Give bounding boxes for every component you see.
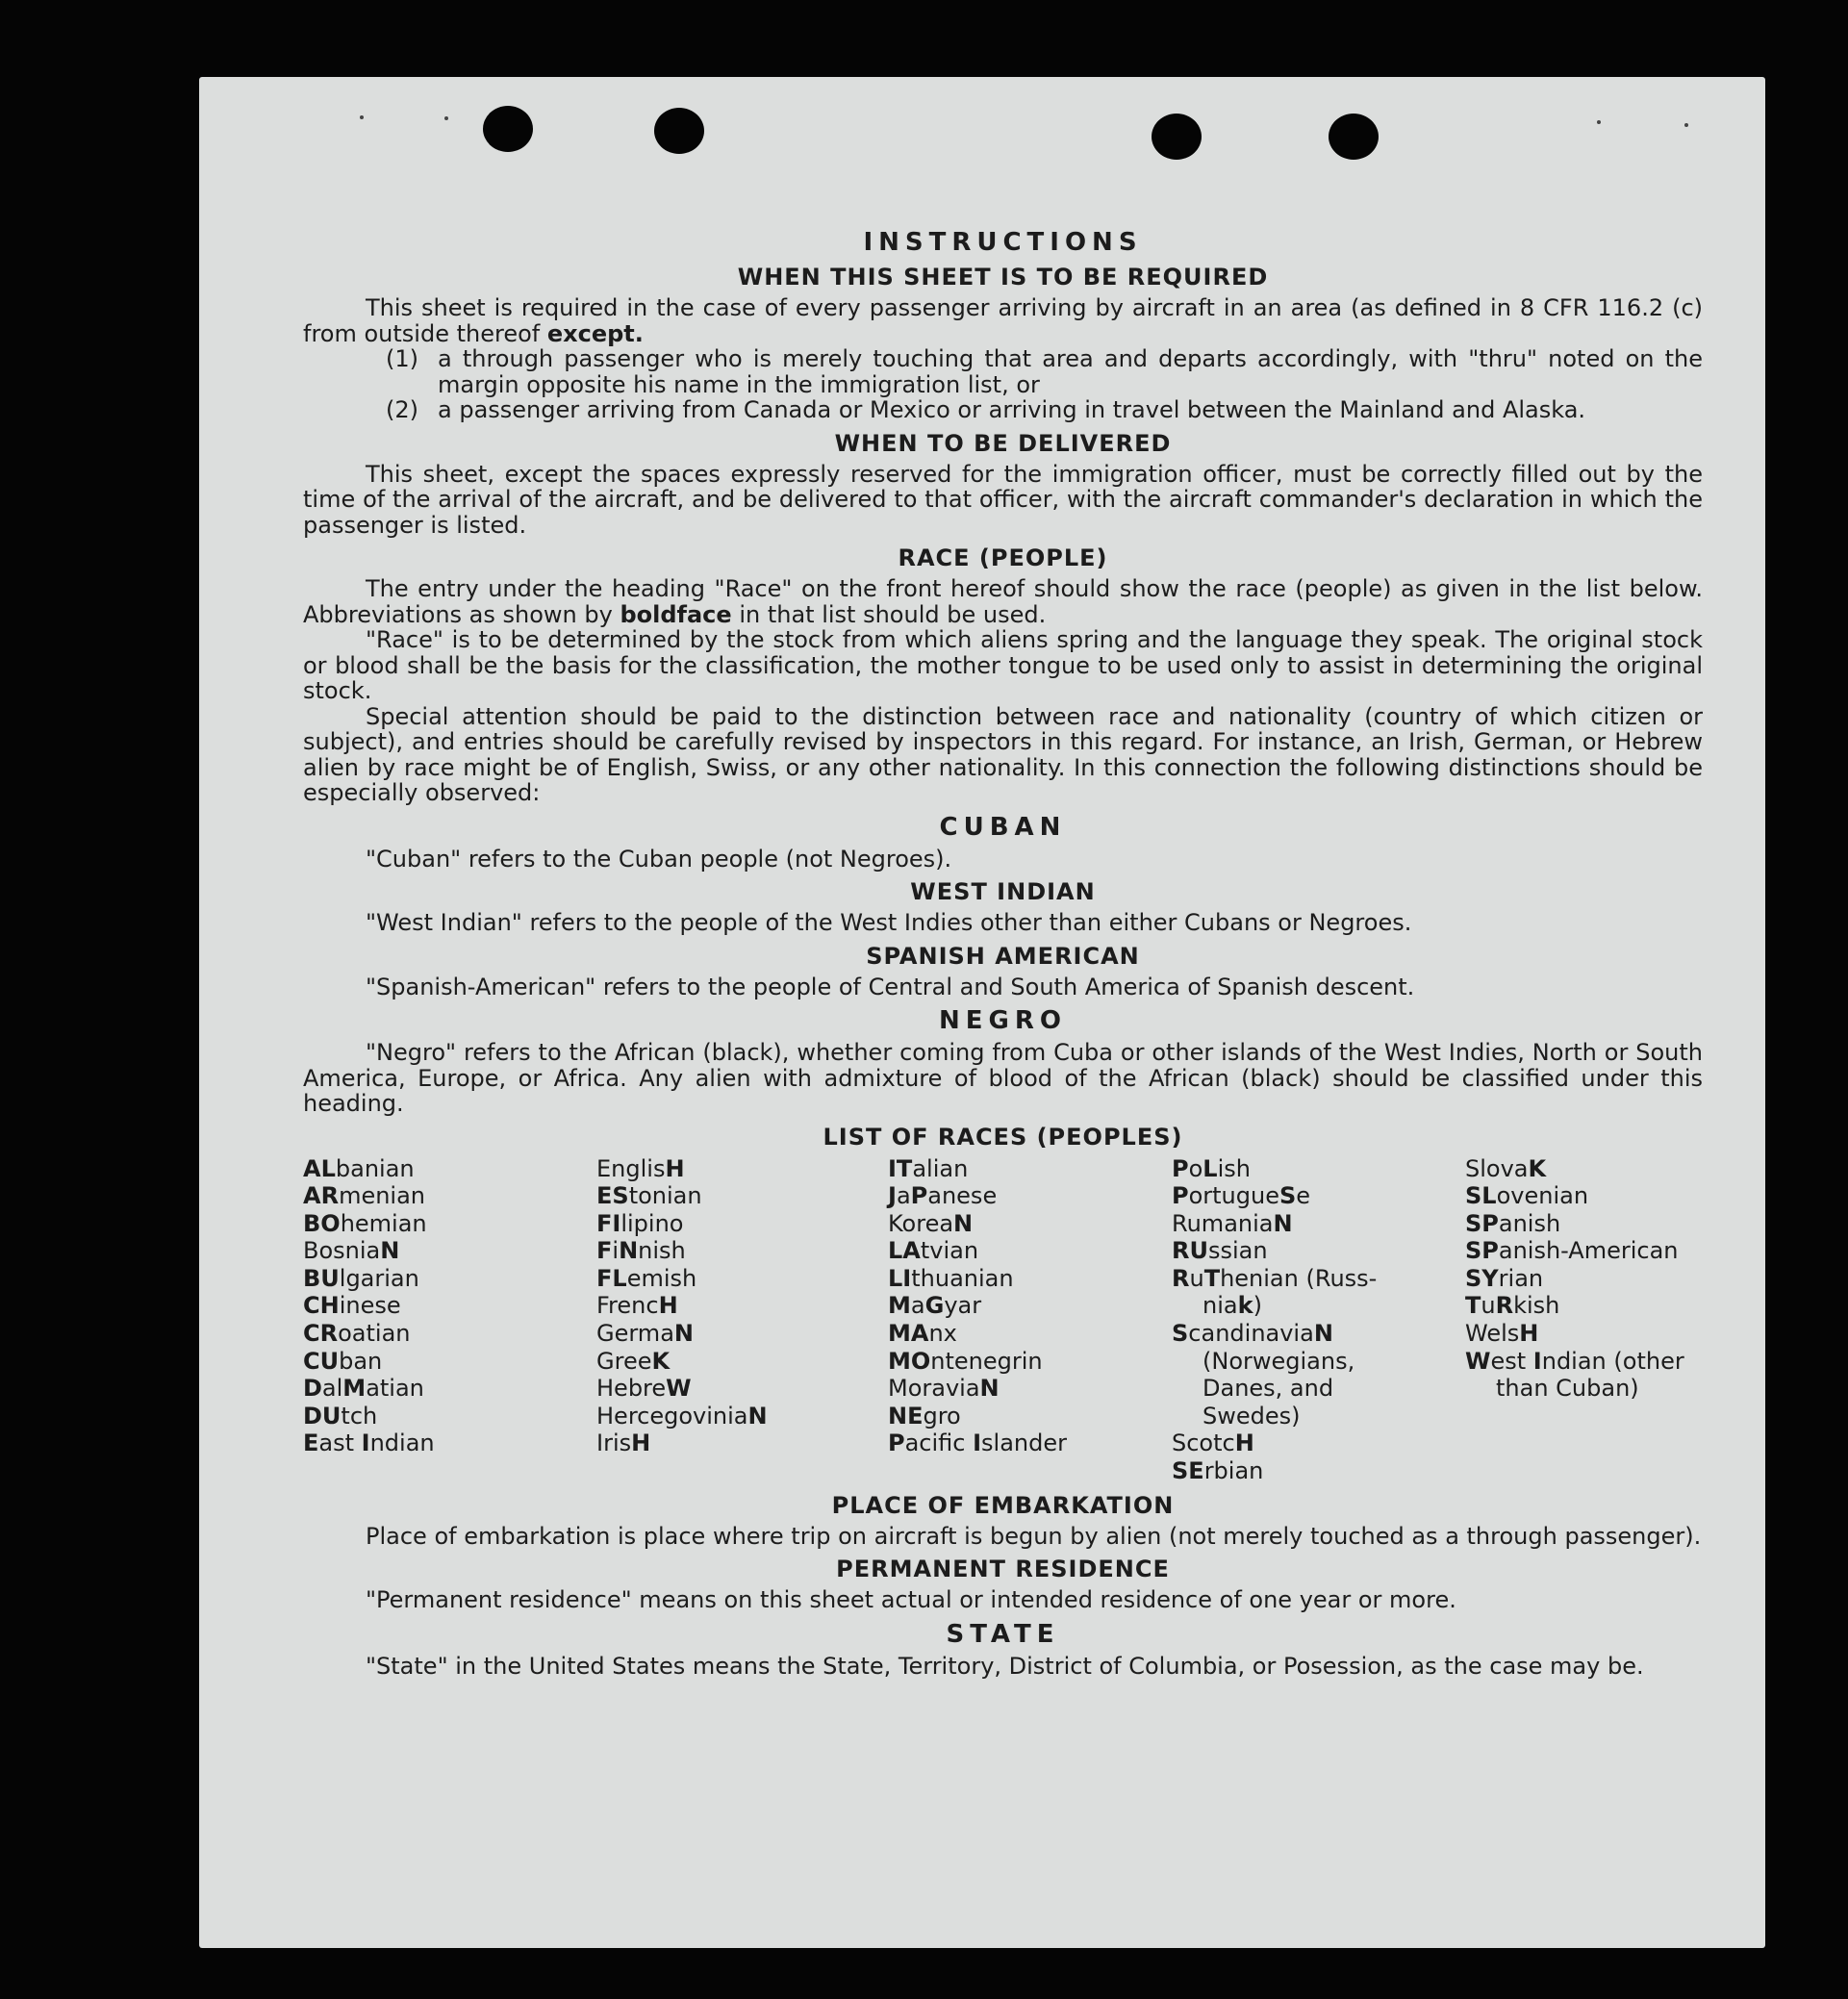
- race-entry: Swedes): [1202, 1402, 1301, 1430]
- race-entry: ScotcH: [1172, 1430, 1254, 1457]
- when-delivered-heading: WHEN TO BE DELIVERED: [834, 429, 1172, 457]
- when-required-intro: This sheet is required in the case of every passenger arriving by aircraft in an area (as defined in 8 CFR 116.2 (c) from outside thereof except.: [303, 294, 1703, 347]
- spanish-american-heading: SPANISH AMERICAN: [866, 942, 1140, 970]
- race-entry: SPanish: [1465, 1209, 1561, 1237]
- race-entry: FLemish: [596, 1264, 697, 1292]
- race-paragraph-1: The entry under the heading "Race" on the front hereof should show the race (people) as given in the list below. Abbreviations as shown by boldface in that list should be used.: [303, 575, 1703, 628]
- race-entry: KoreaN: [888, 1209, 974, 1237]
- race-entry: West Indian (other: [1465, 1347, 1684, 1375]
- race-entry: DUtch: [303, 1402, 378, 1430]
- race-entry: CRoatian: [303, 1320, 411, 1348]
- race-entry: MAnx: [888, 1320, 957, 1348]
- race-entry: IrisH: [596, 1430, 651, 1457]
- residence-heading: PERMANENT RESIDENCE: [836, 1556, 1170, 1583]
- races-column: [596, 1155, 888, 1485]
- exception-item: (1) a through passenger who is merely touching that area and departs accordingly, with "thru" noted on the margin opposite his name in the immigration list, or: [386, 345, 1703, 398]
- race-entry: RuThenian (Russ-: [1172, 1264, 1378, 1292]
- race-entry: WelsH: [1465, 1320, 1539, 1348]
- state-heading: STATE: [946, 1619, 1060, 1649]
- race-entry: (Norwegians,: [1202, 1347, 1355, 1375]
- race-heading: RACE (PEOPLE): [898, 544, 1108, 571]
- exception-item: (2) a passenger arriving from Canada or Mexico or arriving in travel between the Mainland and Alaska.: [386, 396, 1586, 423]
- race-entry: PoLish: [1172, 1154, 1251, 1182]
- races-column: [1172, 1155, 1465, 1485]
- race-entry: CUban: [303, 1347, 383, 1375]
- race-entry: PortugueSe: [1172, 1182, 1311, 1210]
- residence-text: "Permanent residence" means on this sheet actual or intended residence of one year or more.: [366, 1586, 1456, 1614]
- race-entry: FiNnish: [596, 1237, 686, 1265]
- list-of-races-heading: LIST OF RACES (PEOPLES): [823, 1123, 1183, 1151]
- races-column: [888, 1155, 1172, 1485]
- instruction-sheet: [199, 77, 1765, 1948]
- race-entry: BUlgarian: [303, 1264, 419, 1292]
- race-entry: ScandinaviaN: [1172, 1320, 1333, 1348]
- race-entry: GreeK: [596, 1347, 671, 1375]
- race-entry: HercegoviniaN: [596, 1402, 768, 1430]
- state-text: "State" in the United States means the State, Territory, District of Columbia, or Posession, as the case may be.: [366, 1652, 1644, 1680]
- race-entry: SPanish-American: [1465, 1237, 1679, 1265]
- when-required-heading: WHEN THIS SHEET IS TO BE REQUIRED: [737, 264, 1269, 291]
- race-entry: RumaniaN: [1172, 1209, 1293, 1237]
- punch-hole: [1329, 114, 1379, 160]
- negro-text: "Negro" refers to the African (black), whether coming from Cuba or other islands of the West Indies, North or South America, Europe, or Africa. Any alien with admixture of blood of the African (black) should be classified under this heading.: [303, 1039, 1703, 1117]
- race-entry: ALbanian: [303, 1154, 415, 1182]
- punch-hole: [654, 108, 704, 154]
- page-title: INSTRUCTIONS: [863, 228, 1143, 257]
- race-paragraph-3: Special attention should be paid to the distinction between race and nationality (country of which citizen or subject), and entries should be carefully revised by inspectors in this regard. For instance, an Irish, German, or Hebrew alien by race might be of English, Swiss, or any other nationality. In this connection the following distinctions should be especially observed:: [303, 702, 1703, 806]
- negro-heading: NEGRO: [939, 1006, 1067, 1035]
- punch-hole: [483, 106, 533, 152]
- race-entry: BOhemian: [303, 1209, 427, 1237]
- race-entry: MOntenegrin: [888, 1347, 1043, 1375]
- race-entry: Danes, and: [1202, 1375, 1334, 1403]
- race-entry: GermaN: [596, 1320, 694, 1348]
- west-indian-heading: WEST INDIAN: [910, 878, 1096, 905]
- spanish-american-text: "Spanish-American" refers to the people of Central and South America of Spanish descent.: [366, 973, 1415, 1000]
- cuban-text: "Cuban" refers to the Cuban people (not Negroes).: [366, 845, 952, 873]
- speck: [1684, 123, 1688, 127]
- race-entry: CHinese: [303, 1292, 401, 1320]
- race-entry: MaGyar: [888, 1292, 982, 1320]
- race-paragraph-2: "Race" is to be determined by the stock from which aliens spring and the language they speak. The original stock or blood shall be the basis for the classification, the mother tongue to be used only to assist in determining the original stock.: [303, 626, 1703, 704]
- race-entry: SLovenian: [1465, 1182, 1589, 1210]
- instructions-content: [303, 221, 1703, 1679]
- race-entry: East Indian: [303, 1430, 435, 1457]
- race-entry: SErbian: [1172, 1457, 1264, 1485]
- speck: [444, 116, 448, 120]
- race-entry: Pacific Islander: [888, 1430, 1068, 1457]
- embarkation-heading: PLACE OF EMBARKATION: [831, 1491, 1175, 1519]
- cuban-heading: CUBAN: [939, 812, 1067, 842]
- west-indian-text: "West Indian" refers to the people of the West Indies other than either Cubans or Negroes.: [366, 909, 1412, 936]
- race-entry: ITalian: [888, 1154, 969, 1182]
- race-entry: DalMatian: [303, 1375, 424, 1403]
- race-entry: TuRkish: [1465, 1292, 1560, 1320]
- race-entry: NEgro: [888, 1402, 961, 1430]
- race-entry: LIthuanian: [888, 1264, 1014, 1292]
- punch-hole: [1152, 114, 1202, 160]
- embarkation-text: Place of embarkation is place where trip on aircraft is begun by alien (not merely touched as a through passenger).: [366, 1522, 1702, 1550]
- race-entry: ARmenian: [303, 1182, 426, 1210]
- race-entry: LAtvian: [888, 1237, 979, 1265]
- race-entry: SlovaK: [1465, 1154, 1547, 1182]
- race-entry: FrencH: [596, 1292, 678, 1320]
- race-entry: SYrian: [1465, 1264, 1544, 1292]
- race-entry: EStonian: [596, 1182, 702, 1210]
- when-delivered-text: This sheet, except the spaces expressly reserved for the immigration officer, must be correctly filled out by the time of the arrival of the aircraft, and be delivered to that officer, with the aircraft commander's declaration in which the passenger is listed.: [303, 460, 1703, 539]
- race-entry: RUssian: [1172, 1237, 1268, 1265]
- speck: [360, 115, 364, 119]
- race-entry: FIlipino: [596, 1209, 684, 1237]
- race-entry: JaPanese: [888, 1182, 998, 1210]
- race-entry: MoraviaN: [888, 1375, 1000, 1403]
- race-entry: BosniaN: [303, 1237, 400, 1265]
- race-entry: than Cuban): [1496, 1375, 1639, 1403]
- race-entry: EnglisH: [596, 1154, 685, 1182]
- races-column: [1465, 1155, 1703, 1485]
- speck: [1597, 120, 1601, 124]
- race-entry: HebreW: [596, 1375, 692, 1403]
- race-entry: niak): [1202, 1292, 1262, 1320]
- races-column: [303, 1155, 596, 1485]
- races-list: [303, 1155, 1703, 1485]
